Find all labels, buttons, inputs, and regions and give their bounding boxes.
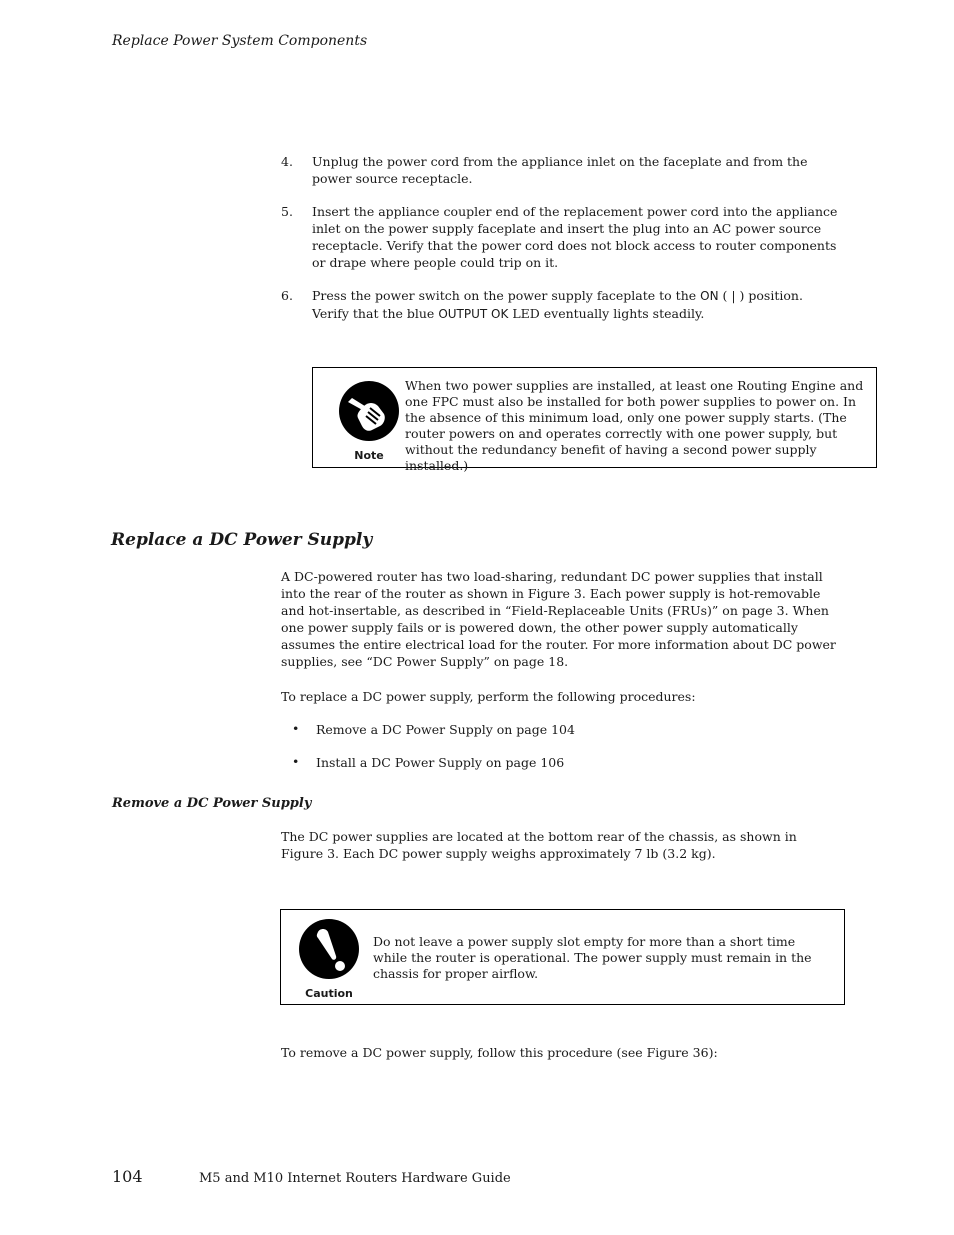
list-item xyxy=(292,754,832,771)
book-title: M5 and M10 Internet Routers Hardware Guide xyxy=(199,1171,511,1186)
led-label-output-ok: OUTPUT OK xyxy=(438,307,509,321)
hand-pointer-icon xyxy=(338,380,400,442)
caution-label: Caution xyxy=(305,987,353,1000)
running-header: Replace Power System Components xyxy=(112,33,368,49)
step-number: 4. xyxy=(281,154,293,169)
step-text-part: ( | ) position. Verify that the blue xyxy=(312,288,803,321)
exclamation-icon xyxy=(298,918,360,980)
caution-icon-group xyxy=(297,918,361,1002)
list-item-text: Install a DC Power Supply on page 106 xyxy=(316,755,565,770)
list-item xyxy=(292,721,832,738)
caution-callout xyxy=(280,909,845,1005)
step-text-part: LED eventually lights steadily. xyxy=(508,306,705,321)
step-6 xyxy=(281,287,841,323)
subsection-paragraph: The DC power supplies are located at the bottom rear of the chassis, as shown in Figure 3. Each DC power supply weighs approximately 7 lb (3.2 kg). xyxy=(281,829,797,861)
list-item-text: Remove a DC Power Supply on page 104 xyxy=(316,722,575,737)
section-title: Replace a DC Power Supply xyxy=(111,530,373,550)
bullet-icon: • xyxy=(292,721,300,736)
step-text: Unplug the power cord from the appliance inlet on the faceplate and from the power source receptacle. xyxy=(312,154,808,186)
note-icon-group xyxy=(337,380,401,464)
step-4 xyxy=(281,153,841,187)
step-number: 6. xyxy=(281,288,293,303)
caution-text: Do not leave a power supply slot empty for more than a short time while the router is operational. The power supply must remain in the chassis for proper airflow. xyxy=(373,934,812,981)
step-number: 5. xyxy=(281,204,293,219)
note-callout xyxy=(312,367,877,473)
note-label: Note xyxy=(354,449,384,462)
step-text xyxy=(312,287,841,323)
step-5 xyxy=(281,203,841,271)
page-number: 104 xyxy=(112,1167,143,1186)
switch-label-on: ON xyxy=(700,289,719,303)
step-text: Insert the appliance coupler end of the replacement power cord into the appliance inlet on the power supply faceplate and insert the plug into an AC power source receptacle. Verify that the power cord does not block access to router components or drape where people could trip on it. xyxy=(312,204,838,270)
procedures-intro: To replace a DC power supply, perform the following procedures: xyxy=(281,689,696,704)
section-intro-paragraph: A DC-powered router has two load-sharing, redundant DC power supplies that install into the rear of the router as shown in Figure 3. Each power supply is hot-removable and hot-insertable, as described in “Field-Replaceable Units (FRUs)” on page 3. When one power supply fails or is powered down, the other power supply automatically assumes the entire electrical load for the router. For more information about DC power supplies, see “DC Power Supply” on page 18. xyxy=(281,569,836,669)
bullet-icon: • xyxy=(292,754,300,769)
step-text-part: Press the power switch on the power supply faceplate to the xyxy=(312,288,701,303)
closing-paragraph: To remove a DC power supply, follow this procedure (see Figure 36): xyxy=(281,1045,718,1060)
note-text: When two power supplies are installed, at least one Routing Engine and one FPC must also be installed for both power supplies to power on. In the absence of this minimum load, only one power supply starts. (The router powers on and operates correctly with one power supply, but without the redundancy benefit of having a second power supply installed.) xyxy=(405,378,864,473)
subsection-title: Remove a DC Power Supply xyxy=(112,796,312,811)
